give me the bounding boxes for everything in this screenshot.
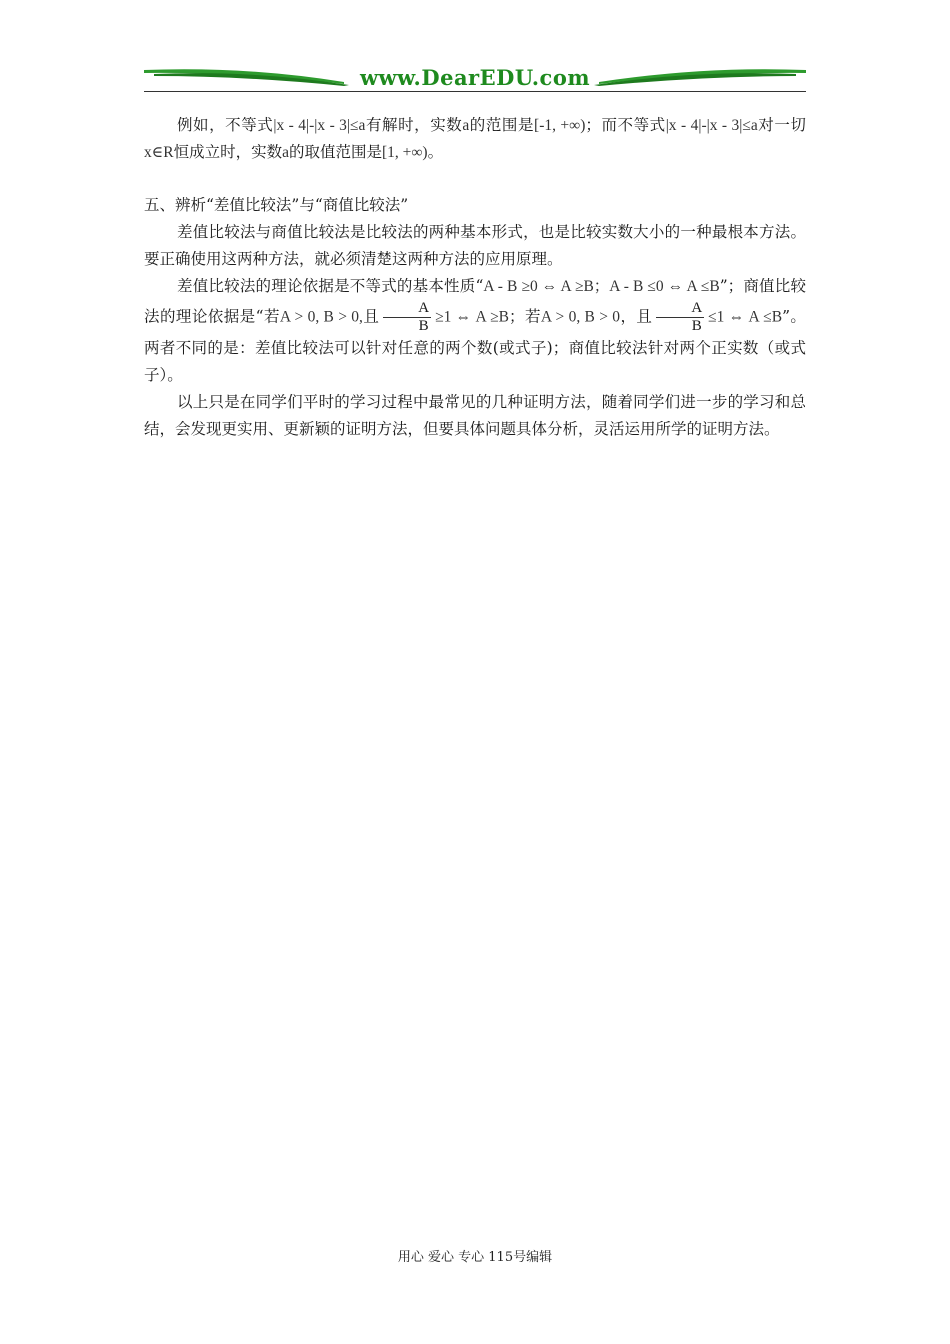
example-paragraph [144,112,806,166]
math: |x - 4|-|x - 3|≤a [665,117,758,134]
math: [-1, +∞) [534,117,586,134]
site-header [144,64,806,92]
denominator: B [418,318,429,334]
text: 对一切 [757,116,806,134]
header-divider [144,91,806,92]
text: 且 [362,307,380,326]
math: a [462,117,470,134]
text: 恒成立时，实数 [173,143,283,161]
text: 。 [427,143,444,161]
math: a [282,144,289,161]
fraction-a-over-b [383,300,431,335]
text: 差值比较法的理论依据是不等式的基本性质“ [177,277,484,295]
math: A - B ≥0 ⇔ A ≥B；A - B ≤0 ⇔ A ≤B [483,278,720,295]
text: ；而不等式 [585,116,666,134]
document-body [144,112,806,443]
section-paragraph-2 [144,273,806,389]
text: 的取值范围是 [288,143,382,161]
math: ≥1 ⇔ A ≥B [435,308,509,326]
fraction-a-over-b [656,300,704,335]
site-logo[interactable]: www.DearEDU.com [359,65,591,90]
math: x∈R [144,144,174,161]
numerator: A [383,300,431,318]
section-paragraph-1: 差值比较法与商值比较法是比较法的两种基本形式，也是比较实数大小的一种最根本方法。要正确使用这两种方法，就必须清楚这两种方法的应用原理。 [144,223,806,268]
text: 有解时，实数 [365,116,463,134]
section-heading: 五、辨析“差值比较法”与“商值比较法” [144,196,409,214]
text: ”；商值比较法的理论依据是“若 [144,277,806,326]
text: ；若 [509,307,541,326]
denominator: B [691,318,702,334]
math: A > 0, B > 0 [540,308,620,326]
text: ，且 [620,307,653,326]
section-paragraph-3: 以上只是在同学们平时的学习过程中最常见的几种证明方法，随着同学们进一步的学习和总结，会发现更实用、更新颖的证明方法，但要具体问题具体分析，灵活运用所学的证明方法。 [144,393,806,438]
math: [1, +∞) [381,144,428,161]
math: |x - 4|-|x - 3|≤a [273,117,366,134]
math: A > 0, B > 0, [279,308,363,326]
page-footer: 用心 爱心 专心 115号编辑 [397,1250,553,1265]
text: ”。两者不同的是：差值比较法可以针对任意的两个数(或式子)；商值比较法针对两个正实数（或式子）。 [144,307,806,384]
spacer [144,166,806,192]
numerator: A [656,300,704,318]
text: 的范围是 [469,116,535,134]
math: ≤1 ⇔ A ≤B [708,308,783,326]
text: 例如，不等式 [177,116,274,134]
